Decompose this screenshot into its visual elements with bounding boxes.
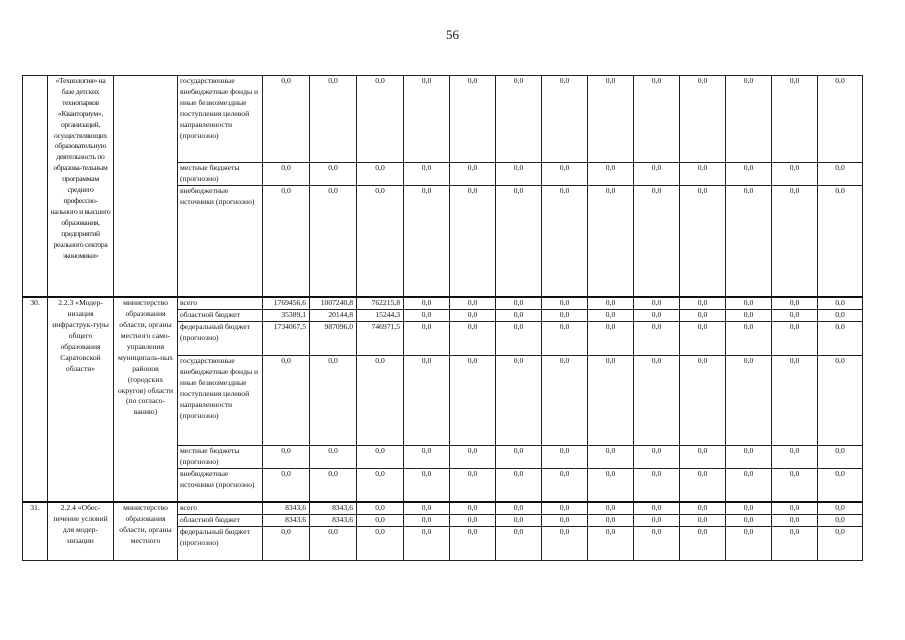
value-cell: 0,0 <box>542 527 588 561</box>
value-cell: 0,0 <box>634 527 680 561</box>
value-cell: 0,0 <box>357 502 404 514</box>
value-cell: 0,0 <box>404 356 450 446</box>
value-cell: 0,0 <box>450 297 496 309</box>
value-cell: 0,0 <box>357 356 404 446</box>
value-cell: 0,0 <box>450 163 496 186</box>
value-cell: 0,0 <box>726 356 772 446</box>
value-cell: 0,0 <box>496 356 542 446</box>
value-cell: 0,0 <box>680 310 726 322</box>
value-cell: 0,0 <box>542 185 588 297</box>
value-cell: 0,0 <box>588 163 634 186</box>
page-number: 56 <box>446 27 459 42</box>
value-cell: 0,0 <box>496 446 542 469</box>
value-cell: 0,0 <box>634 356 680 446</box>
value-cell: 0,0 <box>818 76 863 163</box>
value-cell: 0,0 <box>357 468 404 502</box>
value-cell: 0,0 <box>588 297 634 309</box>
funding-source: федеральный бюджет (прогнозно) <box>178 322 263 356</box>
value-cell: 0,0 <box>634 185 680 297</box>
value-cell: 987096,0 <box>310 322 357 356</box>
value-cell: 0,0 <box>726 502 772 514</box>
executor: министерство образования области, органы местного <box>114 502 178 560</box>
value-cell: 35389,1 <box>263 310 310 322</box>
value-cell: 0,0 <box>496 515 542 527</box>
value-cell: 0,0 <box>818 322 863 356</box>
value-cell: 0,0 <box>542 468 588 502</box>
value-cell: 0,0 <box>496 502 542 514</box>
value-cell: 0,0 <box>310 446 357 469</box>
table-row <box>23 502 863 514</box>
value-cell: 0,0 <box>634 502 680 514</box>
value-cell: 0,0 <box>263 185 310 297</box>
event-name: «Технология» на базе детских технопарков «Кванториум», организаций, осуществляющих образовательную деятельность по образова-тельным программам среднего профессио-нального и высшего образования, предприятий реального сектора экономики» <box>48 76 114 298</box>
value-cell: 0,0 <box>310 163 357 186</box>
value-cell: 0,0 <box>404 297 450 309</box>
value-cell: 0,0 <box>772 527 818 561</box>
value-cell: 0,0 <box>496 76 542 163</box>
value-cell: 0,0 <box>588 502 634 514</box>
value-cell: 0,0 <box>404 468 450 502</box>
value-cell: 0,0 <box>588 446 634 469</box>
value-cell: 0,0 <box>357 185 404 297</box>
budget-table <box>22 75 863 561</box>
value-cell: 1769456,6 <box>263 297 310 309</box>
value-cell: 0,0 <box>818 515 863 527</box>
value-cell: 0,0 <box>450 446 496 469</box>
value-cell: 0,0 <box>818 310 863 322</box>
value-cell: 0,0 <box>496 297 542 309</box>
funding-source: внебюджетные источники (прогнозно) <box>178 468 263 502</box>
value-cell: 0,0 <box>542 310 588 322</box>
value-cell: 762215,8 <box>357 297 404 309</box>
value-cell: 0,0 <box>680 515 726 527</box>
executor: министерство образования области, органы местного само-управления муниципаль-ных районов (городских округов) области (по согласо-ванию) <box>114 297 178 502</box>
value-cell: 0,0 <box>634 310 680 322</box>
value-cell: 0,0 <box>634 322 680 356</box>
value-cell: 0,0 <box>634 163 680 186</box>
value-cell: 0,0 <box>542 76 588 163</box>
row-number <box>23 76 48 298</box>
value-cell: 0,0 <box>818 185 863 297</box>
value-cell: 0,0 <box>450 185 496 297</box>
value-cell: 0,0 <box>310 185 357 297</box>
value-cell: 20144,8 <box>310 310 357 322</box>
value-cell: 0,0 <box>404 515 450 527</box>
value-cell: 0,0 <box>450 356 496 446</box>
value-cell: 0,0 <box>404 163 450 186</box>
value-cell: 0,0 <box>588 356 634 446</box>
value-cell: 0,0 <box>818 446 863 469</box>
value-cell: 0,0 <box>450 515 496 527</box>
value-cell: 0,0 <box>450 502 496 514</box>
value-cell: 0,0 <box>404 310 450 322</box>
value-cell: 8343,6 <box>263 515 310 527</box>
funding-source: федеральный бюджет (прогнозно) <box>178 527 263 561</box>
value-cell: 0,0 <box>263 468 310 502</box>
value-cell: 746971,5 <box>357 322 404 356</box>
value-cell: 0,0 <box>818 297 863 309</box>
funding-source: всего <box>178 297 263 309</box>
value-cell: 0,0 <box>634 297 680 309</box>
value-cell: 0,0 <box>588 527 634 561</box>
value-cell: 0,0 <box>772 502 818 514</box>
value-cell: 0,0 <box>450 322 496 356</box>
value-cell: 0,0 <box>496 163 542 186</box>
value-cell: 1734067,5 <box>263 322 310 356</box>
value-cell: 0,0 <box>542 163 588 186</box>
funding-source: государственные внебюджетные фонды и иные безвозмездные поступления целевой направленности (прогнозно) <box>178 76 263 163</box>
value-cell: 0,0 <box>634 468 680 502</box>
value-cell: 0,0 <box>542 297 588 309</box>
value-cell: 0,0 <box>404 502 450 514</box>
value-cell: 0,0 <box>263 446 310 469</box>
funding-source: всего <box>178 502 263 514</box>
value-cell: 0,0 <box>588 76 634 163</box>
value-cell: 0,0 <box>634 446 680 469</box>
value-cell: 0,0 <box>634 515 680 527</box>
value-cell: 0,0 <box>680 297 726 309</box>
value-cell: 0,0 <box>404 185 450 297</box>
value-cell: 0,0 <box>680 185 726 297</box>
value-cell: 0,0 <box>263 356 310 446</box>
value-cell: 0,0 <box>772 76 818 163</box>
value-cell: 0,0 <box>818 356 863 446</box>
funding-source: местные бюджеты (прогнозно) <box>178 163 263 186</box>
funding-source: внебюджетные источники (прогнозно) <box>178 185 263 297</box>
value-cell: 0,0 <box>404 446 450 469</box>
value-cell: 0,0 <box>772 515 818 527</box>
value-cell: 0,0 <box>357 515 404 527</box>
value-cell: 0,0 <box>588 310 634 322</box>
value-cell: 0,0 <box>404 322 450 356</box>
value-cell: 0,0 <box>404 76 450 163</box>
value-cell: 1007240,8 <box>310 297 357 309</box>
value-cell: 0,0 <box>357 76 404 163</box>
value-cell: 0,0 <box>726 163 772 186</box>
value-cell: 8343,6 <box>310 515 357 527</box>
value-cell: 0,0 <box>450 310 496 322</box>
value-cell: 0,0 <box>680 468 726 502</box>
event-name: 2.2.4 «Обес-печение условий для модер-низации <box>48 502 114 560</box>
value-cell: 0,0 <box>357 163 404 186</box>
value-cell: 0,0 <box>450 468 496 502</box>
value-cell: 0,0 <box>310 76 357 163</box>
value-cell: 0,0 <box>726 446 772 469</box>
value-cell: 0,0 <box>818 527 863 561</box>
value-cell: 0,0 <box>818 163 863 186</box>
value-cell: 0,0 <box>542 446 588 469</box>
value-cell: 0,0 <box>726 297 772 309</box>
value-cell: 0,0 <box>263 163 310 186</box>
value-cell: 0,0 <box>357 527 404 561</box>
value-cell: 0,0 <box>542 356 588 446</box>
value-cell: 0,0 <box>263 76 310 163</box>
value-cell: 0,0 <box>310 527 357 561</box>
value-cell: 0,0 <box>772 356 818 446</box>
value-cell: 0,0 <box>772 310 818 322</box>
event-name: 2.2.3 «Модер-низация инфраструк-туры общего образования Саратовской области» <box>48 297 114 502</box>
value-cell: 0,0 <box>680 356 726 446</box>
value-cell: 0,0 <box>818 502 863 514</box>
value-cell: 0,0 <box>680 76 726 163</box>
value-cell: 0,0 <box>542 515 588 527</box>
value-cell: 0,0 <box>588 468 634 502</box>
row-number: 31. <box>23 502 48 560</box>
executor <box>114 76 178 298</box>
value-cell: 0,0 <box>726 185 772 297</box>
value-cell: 15244,3 <box>357 310 404 322</box>
value-cell: 0,0 <box>588 515 634 527</box>
value-cell: 0,0 <box>772 446 818 469</box>
value-cell: 0,0 <box>310 468 357 502</box>
value-cell: 0,0 <box>726 515 772 527</box>
value-cell: 0,0 <box>680 163 726 186</box>
value-cell: 0,0 <box>680 322 726 356</box>
value-cell: 0,0 <box>772 185 818 297</box>
value-cell: 0,0 <box>772 322 818 356</box>
value-cell: 0,0 <box>772 468 818 502</box>
value-cell: 0,0 <box>542 322 588 356</box>
value-cell: 0,0 <box>726 322 772 356</box>
value-cell: 0,0 <box>726 468 772 502</box>
value-cell: 0,0 <box>496 185 542 297</box>
value-cell: 0,0 <box>680 502 726 514</box>
value-cell: 0,0 <box>680 446 726 469</box>
value-cell: 0,0 <box>450 76 496 163</box>
value-cell: 0,0 <box>680 527 726 561</box>
value-cell: 0,0 <box>726 310 772 322</box>
value-cell: 0,0 <box>450 527 496 561</box>
value-cell: 0,0 <box>634 76 680 163</box>
value-cell: 0,0 <box>726 76 772 163</box>
value-cell: 0,0 <box>588 322 634 356</box>
funding-source: областной бюджет <box>178 515 263 527</box>
value-cell: 0,0 <box>772 297 818 309</box>
value-cell: 0,0 <box>357 446 404 469</box>
value-cell: 0,0 <box>496 527 542 561</box>
value-cell: 0,0 <box>263 527 310 561</box>
funding-source: государственные внебюджетные фонды и иные безвозмездные поступления целевой направленности (прогнозно) <box>178 356 263 446</box>
row-number: 30. <box>23 297 48 502</box>
value-cell: 0,0 <box>404 527 450 561</box>
value-cell: 0,0 <box>726 527 772 561</box>
value-cell: 8343,6 <box>310 502 357 514</box>
value-cell: 0,0 <box>542 502 588 514</box>
funding-source: областной бюджет <box>178 310 263 322</box>
value-cell: 0,0 <box>772 163 818 186</box>
value-cell: 0,0 <box>496 322 542 356</box>
table-row <box>23 297 863 309</box>
table-row <box>23 76 863 163</box>
value-cell: 8343,6 <box>263 502 310 514</box>
value-cell: 0,0 <box>496 310 542 322</box>
value-cell: 0,0 <box>588 185 634 297</box>
funding-source: местные бюджеты (прогнозно) <box>178 446 263 469</box>
value-cell: 0,0 <box>818 468 863 502</box>
value-cell: 0,0 <box>310 356 357 446</box>
value-cell: 0,0 <box>496 468 542 502</box>
